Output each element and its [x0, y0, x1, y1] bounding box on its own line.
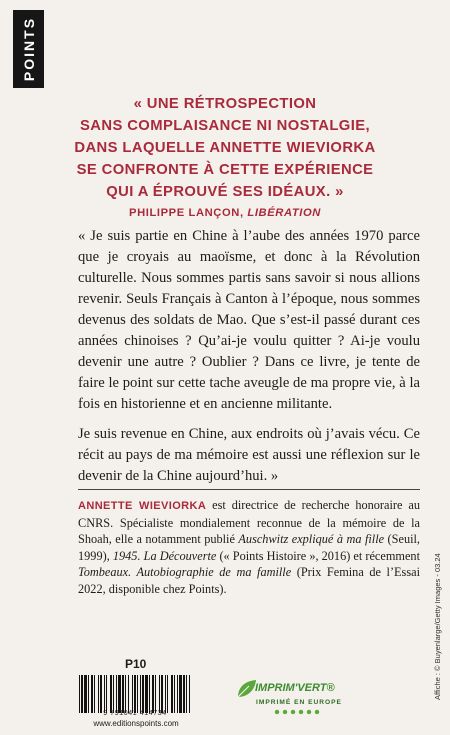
quote-line: SANS COMPLAISANCE NI NOSTALGIE,: [80, 118, 370, 134]
bio-title: Tombeaux. Autobiographie de ma famille: [78, 565, 292, 579]
back-cover-text: [78, 226, 420, 487]
bio-text: est directrice de recherche honoraire au CNRS. Spécialiste mondialement reconnue de la mémoire de la Shoah, elle a notamment publié: [78, 498, 420, 546]
bio-author-name: ANNETTE WIEVIORKA: [78, 500, 207, 512]
bio-text: (Prix Femina de l’Essai 2022, disponible chez Points).: [78, 565, 420, 596]
quote-line: « UNE RÉTROSPECTION: [133, 96, 317, 112]
isbn-number: 9 791041 414734: [103, 710, 167, 717]
imprim-vert-label: IMPRIM'VERT®: [255, 682, 335, 694]
body-paragraph: Je suis revenue en Chine, aux endroits où j’avais vécu. Ce récit au pays de ma mémoire est aussi une réflexion sur le devenir de la Chine aujourd’hui. »: [78, 426, 420, 484]
points-logo-text: POINTS: [20, 16, 37, 82]
points-logo: [13, 10, 44, 88]
quote-attribution: [60, 207, 390, 219]
bio-title: 1945. La Découverte: [112, 548, 217, 563]
quote-line: DANS LAQUELLE ANNETTE WIEVIORKA: [74, 140, 376, 156]
publisher-website: www.editionspoints.com: [93, 719, 179, 728]
press-quote: [60, 93, 390, 219]
dots-icon: [274, 709, 324, 715]
body-paragraph: « Je suis partie en Chine à l’aube des années 1970 parce que je croyais au maoïsme, et donc à la Révolution culturelle. Nous sommes partis sans savoir si nous allions revenir. Seuls Français à Canton à l’époque, nous sommes devenus des soldats de Mao. Que s’est-il passé durant ces années chinoises ? Qu’ai-je voulu quitter ? Ai-je voulu devenir une autre ? Oublier ? Dans ce livre, je tente de faire le point sur cette tache aveugle de ma propre vie, à la fois en historienne et en ancienne militante.: [78, 228, 420, 412]
divider: [78, 489, 420, 490]
imprim-vert-subtitle: IMPRIMÉ EN EUROPE: [256, 699, 342, 706]
imprim-vert-logo: [235, 678, 351, 720]
quote-source: LIBÉRATION: [247, 207, 321, 219]
price-code: P10: [125, 657, 147, 671]
author-bio: [78, 497, 420, 597]
bio-title: Auschwitz expliqué à ma fille: [238, 532, 385, 546]
image-credits: Affiche : © Buyenlarge/Getty Images - 03.24: [433, 553, 442, 700]
quote-line: SE CONFRONTE À CETTE EXPÉRIENCE: [76, 162, 374, 178]
bio-text: (« Points Histoire », 2016) et récemment: [216, 548, 420, 563]
barcode: [77, 675, 193, 713]
quote-line: QUI A ÉPROUVÉ SES IDÉAUX. »: [106, 184, 344, 200]
bio-text: (Seuil, 1999),: [78, 532, 421, 563]
quote-author: PHILIPPE LANÇON,: [129, 207, 244, 219]
